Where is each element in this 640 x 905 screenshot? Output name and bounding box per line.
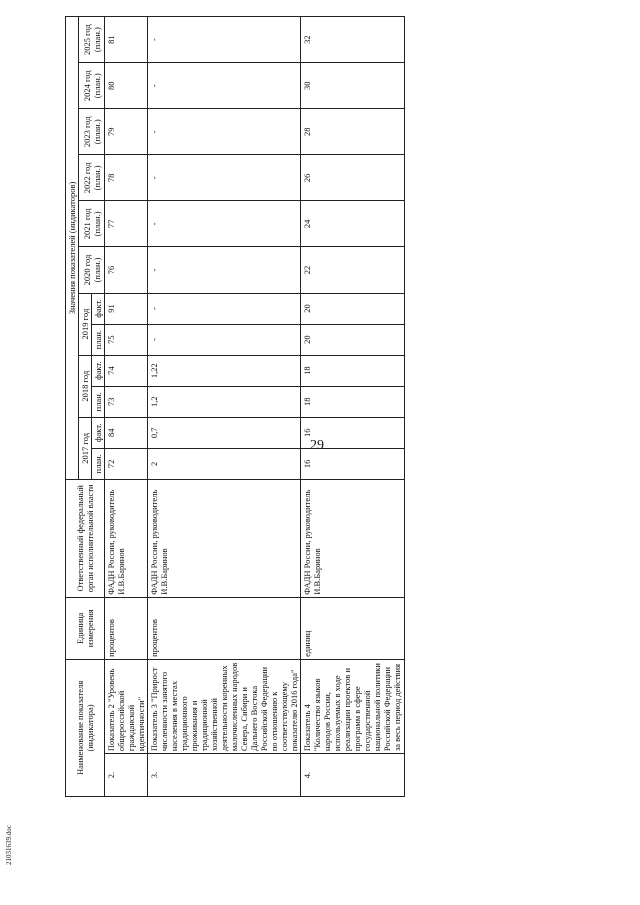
value-2019-fact: - <box>148 293 301 324</box>
value-2019-plan: 75 <box>105 324 148 355</box>
header-year-2024: 2024 год (план.) <box>79 63 105 109</box>
header-2018-fact: факт. <box>92 355 105 386</box>
value-2022: - <box>148 155 301 201</box>
value-2024: - <box>148 63 301 109</box>
value-2024: 80 <box>105 63 148 109</box>
row-number: 2. <box>105 754 148 797</box>
header-2019-plan: план. <box>92 324 105 355</box>
header-year-2021: 2021 год (план.) <box>79 201 105 247</box>
value-2018-fact: 1,22 <box>148 355 301 386</box>
header-unit: Единица измерения <box>66 597 105 659</box>
value-2022: 26 <box>301 155 404 201</box>
value-2018-plan: 18 <box>301 386 404 417</box>
value-2019-plan: - <box>148 324 301 355</box>
unit-cell: процентов <box>148 597 301 659</box>
indicator-name: Показатель 2 "Уровень общероссийской гражданской идентичности" <box>105 659 148 753</box>
header-year-2023: 2023 год (план.) <box>79 109 105 155</box>
header-values-group: Значения показателей (индикаторов) <box>66 17 79 480</box>
value-2024: 30 <box>301 63 404 109</box>
value-2017-fact: 16 <box>301 417 404 448</box>
value-2025: - <box>148 17 301 63</box>
rotated-table-container <box>65 16 405 797</box>
header-year-2020: 2020 год (план.) <box>79 247 105 293</box>
header-year-2017: 2017 год <box>79 417 92 479</box>
value-2021: 24 <box>301 201 404 247</box>
value-2023: 28 <box>301 109 404 155</box>
indicator-name: Показатель 4 "Количество языков народов России, используемых в ходе реализации проектов и программ в сфере государственной национальной политики Российской Федерации за весь период действия <box>301 659 404 753</box>
value-2020: 22 <box>301 247 404 293</box>
responsible-org-cell: ФАДН России, руководитель И.В.Баринов <box>105 479 148 597</box>
indicators-table <box>65 16 405 797</box>
value-2020: - <box>148 247 301 293</box>
header-2018-plan: план. <box>92 386 105 417</box>
value-2017-plan: 72 <box>105 448 148 479</box>
value-2019-plan: 20 <box>301 324 404 355</box>
responsible-org-cell: ФАДН России, руководитель И.В.Баринов <box>301 479 404 597</box>
responsible-org-cell: ФАДН России, руководитель И.В.Баринов <box>148 479 301 597</box>
table-row <box>148 17 301 797</box>
value-2021: 77 <box>105 201 148 247</box>
header-year-2018: 2018 год <box>79 355 92 417</box>
table-row <box>301 17 404 797</box>
header-responsible-org: Ответственный федеральный орган исполнительной власти <box>66 479 105 597</box>
value-2023: 79 <box>105 109 148 155</box>
header-2017-fact: факт. <box>92 417 105 448</box>
value-2025: 81 <box>105 17 148 63</box>
value-2017-plan: 2 <box>148 448 301 479</box>
value-2023: - <box>148 109 301 155</box>
value-2017-fact: 0,7 <box>148 417 301 448</box>
header-indicator-name: Наименование показателя (индикатора) <box>66 659 105 796</box>
row-number: 3. <box>148 754 301 797</box>
row-number: 4. <box>301 754 404 797</box>
value-2018-fact: 18 <box>301 355 404 386</box>
value-2018-plan: 1,2 <box>148 386 301 417</box>
header-2019-fact: факт. <box>92 293 105 324</box>
header-2017-plan: план. <box>92 448 105 479</box>
indicator-name: Показатель 3 "Прирост численности занятого населения в местах традиционного проживания и традиционной хозяйственной деятельности коренных малочисленных народов Севера, Сибири и Дальнего Востока Российской Федерации по отношению к соответствующему показателю 2016 года" <box>148 659 301 753</box>
table-row <box>105 17 148 797</box>
header-year-2025: 2025 год (план.) <box>79 17 105 63</box>
value-2018-plan: 73 <box>105 386 148 417</box>
header-year-2019: 2019 год <box>79 293 92 355</box>
document-id: 21031639.doc <box>5 825 13 865</box>
value-2017-plan: 16 <box>301 448 404 479</box>
value-2017-fact: 84 <box>105 417 148 448</box>
value-2018-fact: 74 <box>105 355 148 386</box>
value-2019-fact: 20 <box>301 293 404 324</box>
value-2021: - <box>148 201 301 247</box>
value-2022: 78 <box>105 155 148 201</box>
unit-cell: процентов <box>105 597 148 659</box>
value-2019-fact: 91 <box>105 293 148 324</box>
value-2025: 32 <box>301 17 404 63</box>
header-year-2022: 2022 год (план.) <box>79 155 105 201</box>
unit-cell: единиц <box>301 597 404 659</box>
page-number: 29 <box>310 438 324 453</box>
value-2020: 76 <box>105 247 148 293</box>
